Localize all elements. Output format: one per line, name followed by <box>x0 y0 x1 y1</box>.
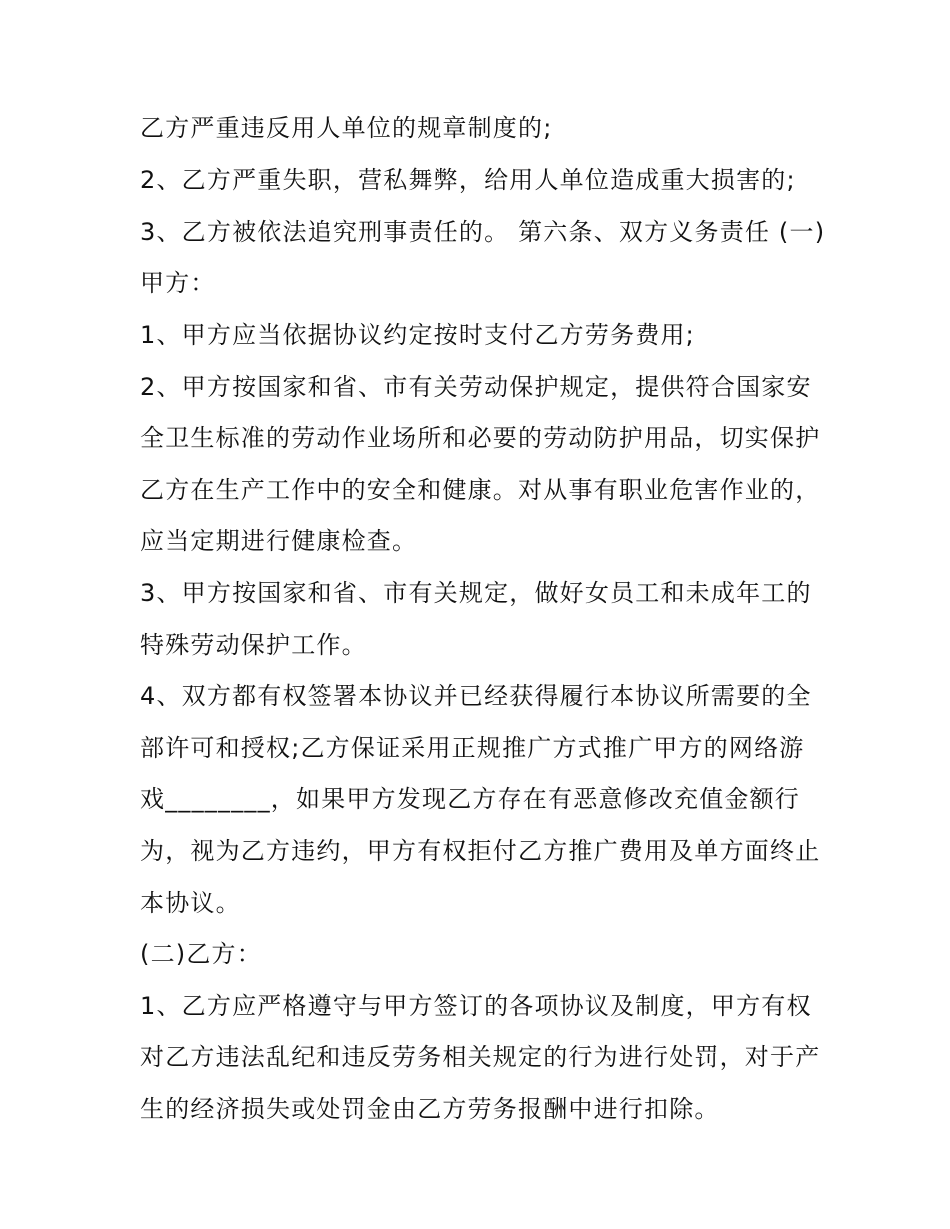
text-line: 为，视为乙方违约，甲方有权拒付乙方推广费用及单方面终止 <box>140 837 821 865</box>
text-line: 乙方在生产工作中的安全和健康。对从事有职业危害作业的， <box>140 476 821 504</box>
text-line: 生的经济损失或处罚金由乙方劳务报酬中进行扣除。 <box>140 1095 720 1123</box>
text-line: (二)乙方： <box>140 940 262 968</box>
text-line: 1、乙方应严格遵守与甲方签订的各项协议及制度，甲方有权 <box>140 992 812 1020</box>
text-line: 全卫生标准的劳动作业场所和必要的劳动防护用品，切实保护 <box>140 424 821 452</box>
text-line: 本协议。 <box>140 889 241 917</box>
text-line: 乙方严重违反用人单位的规章制度的; <box>140 114 553 142</box>
text-line: 对乙方违法乱纪和违反劳务相关规定的行为进行处罚，对于产 <box>140 1043 821 1071</box>
text-line: 2、乙方严重失职，营私舞弊，给用人单位造成重大损害的; <box>140 166 796 194</box>
text-line: 戏________，如果甲方发现乙方存在有恶意修改充值金额行 <box>140 785 800 813</box>
text-line: 特殊劳动保护工作。 <box>140 631 367 659</box>
text-line: 3、乙方被依法追究刑事责任的。 第六条、双方义务责任 (一) <box>140 218 826 246</box>
text-line: 1、甲方应当依据协议约定按时支付乙方劳务费用; <box>140 321 695 349</box>
text-line: 2、甲方按国家和省、市有关劳动保护规定，提供符合国家安 <box>140 373 812 401</box>
text-line: 部许可和授权;乙方保证采用正规推广方式推广甲方的网络游 <box>140 734 805 762</box>
text-line: 应当定期进行健康检查。 <box>140 527 418 555</box>
text-line: 3、甲方按国家和省、市有关规定，做好女员工和未成年工的 <box>140 579 812 607</box>
text-line: 4、双方都有权签署本协议并已经获得履行本协议所需要的全 <box>140 682 812 710</box>
text-line: 甲方： <box>140 269 216 297</box>
